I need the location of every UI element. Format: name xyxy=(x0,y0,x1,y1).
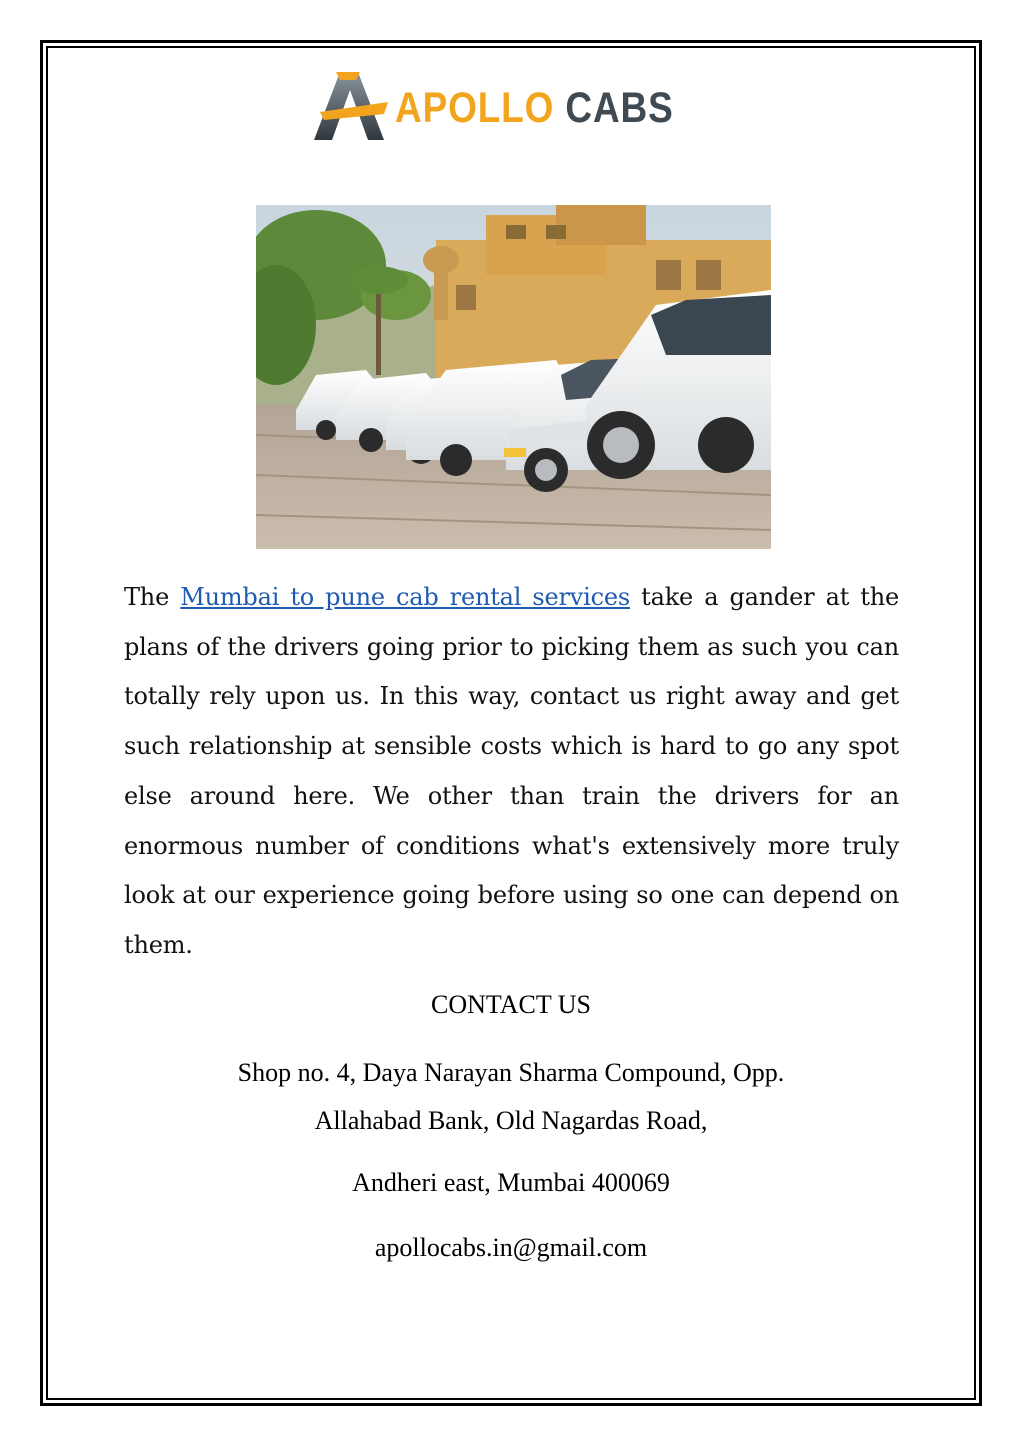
address-line-2: Allahabad Bank, Old Nagardas Road, xyxy=(314,1106,708,1135)
address-line-3: Andheri east, Mumbai 400069 xyxy=(352,1168,670,1197)
description-paragraph xyxy=(124,573,899,971)
mumbai-pune-cab-link[interactable]: Mumbai to pune cab rental services xyxy=(180,583,630,611)
contact-heading: CONTACT US xyxy=(431,990,591,1019)
logo-word-apollo: APOLLO xyxy=(395,84,555,132)
apollo-a-logo-icon xyxy=(310,66,400,146)
paragraph-rest: take a gander at the plans of the drivers going prior to picking them as such you can totally rely upon us. In this way, contact us right away and get such relationship at sensible costs which is hard to go any spot else around here. We other than train the drivers for an enormous number of conditions what's extensively more truly look at our experience going before using so one can depend on them. xyxy=(124,583,899,959)
apollo-cabs-logo xyxy=(310,66,710,146)
contact-email[interactable]: apollocabs.in@gmail.com xyxy=(374,1233,648,1262)
logo-word-cabs: CABS xyxy=(565,84,674,132)
cabs-photo xyxy=(256,205,771,549)
address-line-1: Shop no. 4, Daya Narayan Sharma Compound, Opp. xyxy=(237,1058,785,1087)
paragraph-lead: The xyxy=(124,583,181,611)
